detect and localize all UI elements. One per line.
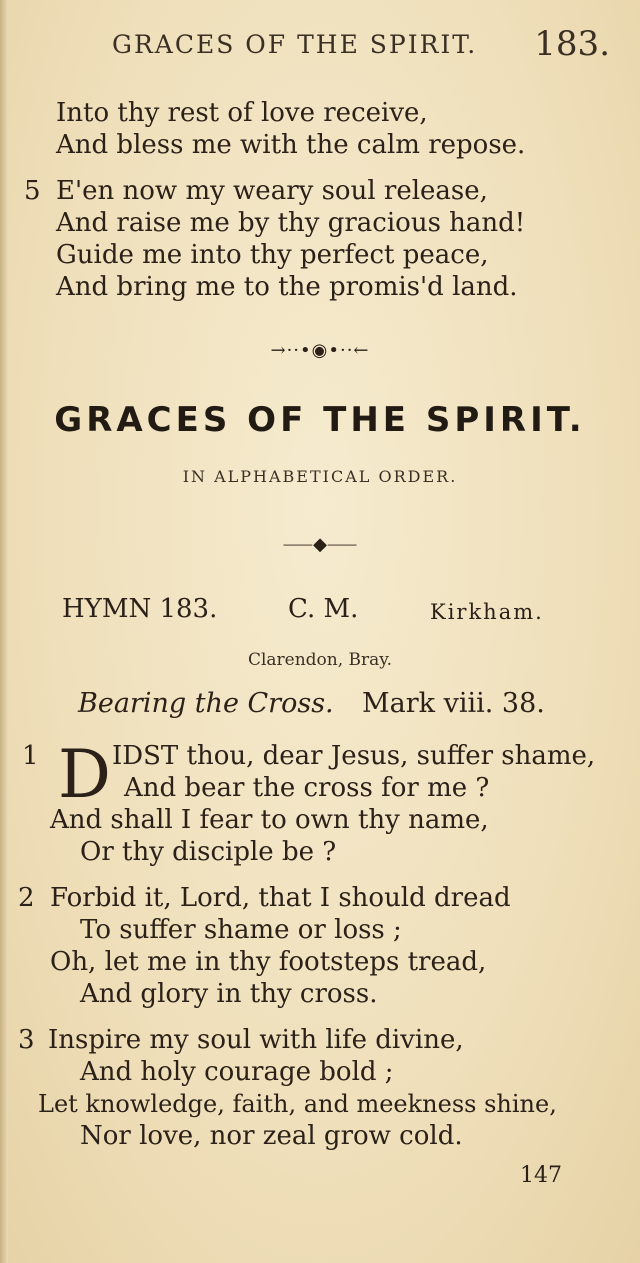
running-head-title: GRACES OF THE SPIRIT. [112,30,478,59]
running-head-page-number: 183. [534,24,610,64]
section-subtitle: IN ALPHABETICAL ORDER. [182,467,458,486]
prev-line-2: And bless me with the calm repose. [56,130,526,160]
section-title: GRACES OF THE SPIRIT. [54,400,586,440]
hymn-theme: Bearing the Cross. [78,688,334,719]
stanza2-line-3: Oh, let me in thy footsteps tread, [50,947,487,977]
stanza5-line-1: E'en now my weary soul release, [56,176,488,206]
running-head [112,24,610,64]
stanza-number-2: 2 [18,883,35,913]
ornament-divider-top: →··•◉•··← [270,340,370,361]
stanza3-line-2: And holy courage bold ; [80,1057,394,1087]
stanza1-line-2: And bear the cross for me ? [124,773,490,803]
scripture-reference: Mark viii. 38. [362,688,545,719]
stanza-number-5: 5 [24,176,41,206]
stanza5-line-2: And raise me by thy gracious hand! [56,208,526,238]
stanza1-line-4: Or thy disciple be ? [80,837,337,867]
page-number: 147 [520,1163,562,1188]
stanza1-line-3: And shall I fear to own thy name, [50,805,489,835]
hymn-meter: C. M. [288,594,359,624]
ornament-divider-mid: ⸺◆⸺ [282,534,358,555]
stanza5-line-3: Guide me into thy perfect peace, [56,240,489,270]
prev-line-1: Into thy rest of love receive, [56,98,428,128]
stanza2-line-2: To suffer shame or loss ; [80,915,402,945]
hymn-tune: Kirkham. [430,600,544,624]
stanza1-first-line: IDST thou, dear Jesus, suffer shame, [112,741,596,771]
alternate-tunes: Clarendon, Bray. [247,650,393,670]
stanza2-line-4: And glory in thy cross. [80,979,378,1009]
page-edge [0,0,8,1263]
stanza2-line-1: Forbid it, Lord, that I should dread [50,883,511,913]
stanza-number-3: 3 [18,1025,35,1055]
stanza-number-1: 1 [22,741,39,771]
drop-cap: D [58,736,111,813]
stanza3-line-1: Inspire my soul with life divine, [48,1025,464,1055]
stanza3-line-3: Let knowledge, faith, and meekness shine, [38,1090,557,1118]
hymn-label: HYMN 183. [62,594,218,624]
stanza5-line-4: And bring me to the promis'd land. [56,272,518,302]
stanza3-line-4: Nor love, nor zeal grow cold. [80,1121,463,1151]
